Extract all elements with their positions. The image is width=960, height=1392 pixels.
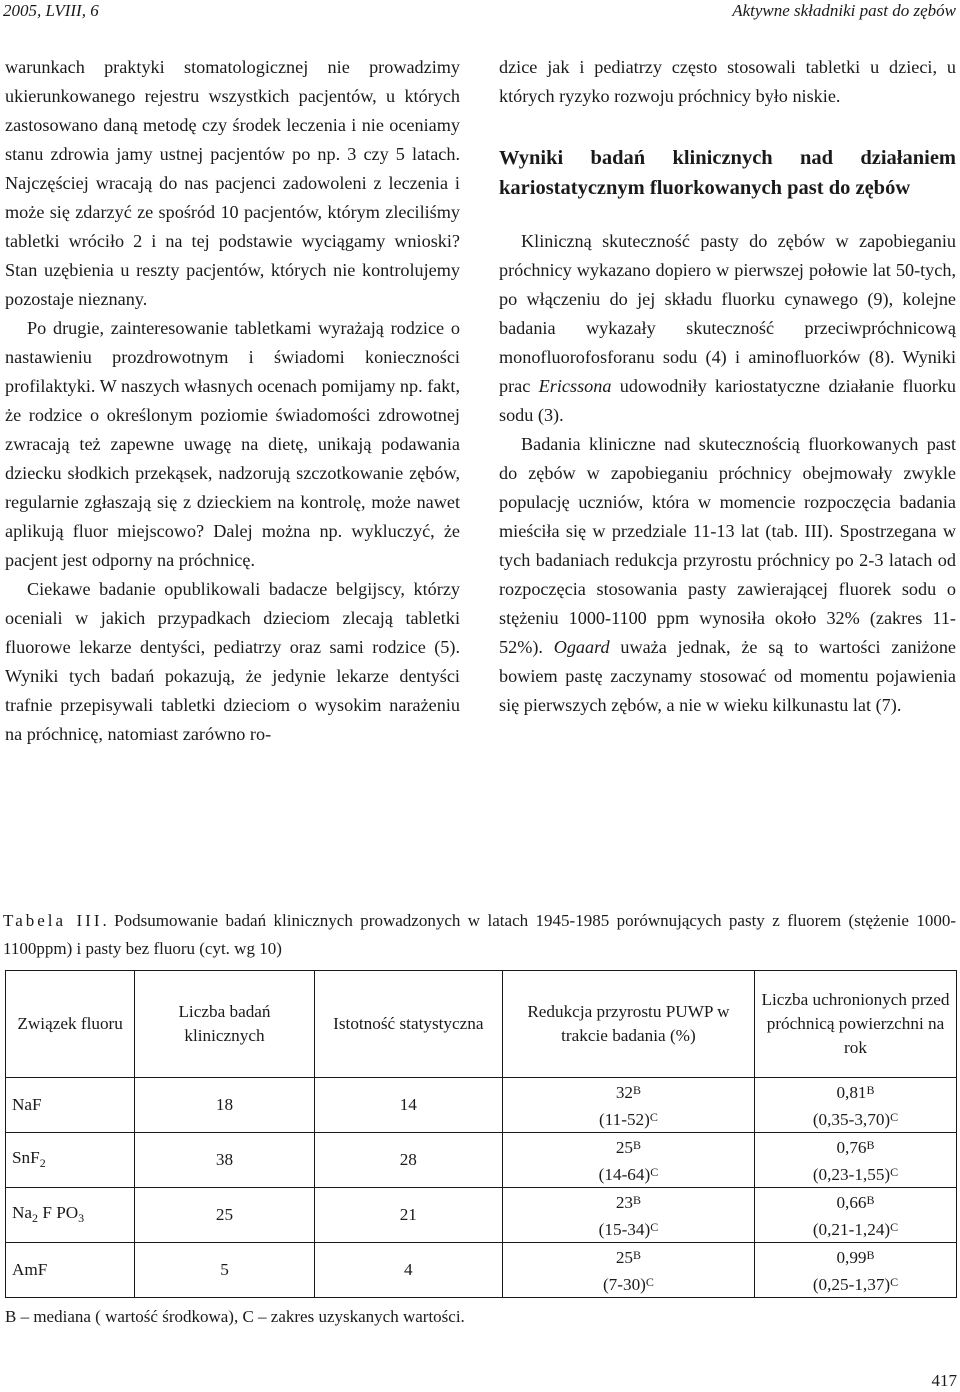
significance-cell: 28 [314,1133,502,1188]
section-heading: Wyniki badań klinicznych nad działaniem kariostatycznym fluorkowanych past do zębów [499,147,956,199]
column-header: Redukcja przyrostu PUWP w trakcie badania (%) [502,971,754,1078]
column-header: Liczba uchronionych przed próchnicą powierzchni na rok [754,971,956,1078]
table-footnote: B – mediana ( wartość środkowa), C – zakres uzyskanych wartości. [5,1307,465,1326]
reduction-cell: $25^B$ $(7-30)^C$ [502,1243,754,1298]
table-caption-text: . Podsumowanie badań klinicznych prowadzonych w latach 1945-1985 porównujących pasty z fluorem (stężenie 1000-1100ppm) i pasty bez fluoru (cyt. wg 10) [3,911,956,958]
paragraph: Po drugie, zainteresowanie tabletkami wyrażają rodzice o nastawieniu prozdrowotnym i świadomi konieczności profilaktyki. W naszych własnych ocenach pomijamy np. fakt, że rodzice o określonym poziomie świadomości zdrowotnej zwracają też zapewne uwagę na dietę, unikają podawania dziecku słodkich przekąsek, nadzorują szczotkowanie zębów, regularnie zgłaszają się z dzieckiem na kontrolę, może nawet aplikują fluor miejscowo? Dalej można np. wykluczyć, że pacjent jest odporny na próchnicę. [5,318,460,570]
surfaces-cell: $0,99^B$ $(0,25-1,37)^C$ [754,1243,956,1298]
data-table [5,970,957,1298]
compound-cell: AmF [6,1243,135,1298]
paragraph: dzice jak i pediatrzy często stosowali tabletki u dzieci, u których ryzyko rozwoju próchnicy było niskie. [499,57,956,106]
column-header: Związek fluoru [6,971,135,1078]
text: udowodniły kariostatyczne działanie fluorku sodu (3). [499,376,957,425]
running-header [0,0,960,24]
table-row [6,1078,957,1133]
studies-cell: 18 [135,1078,314,1133]
paragraph [499,227,956,430]
compound-cell: $Na_2$ F $PO_3$ [6,1188,135,1243]
compound-cell: SnF$_2$ [6,1133,135,1188]
journal-issue: 2005, LVIII, 6 [3,1,99,20]
author-name: Ogaard [553,637,610,657]
text: Badania kliniczne nad skutecznością fluorkowanych past do zębów w zapobieganiu próchnicy obejmowały zwykle populację uczniów, która w momencie rozpoczęcia badania mieściła się w przedziale 11-13 lat (tab. III). Spostrzegana w tych badaniach redukcja przyrostu próchnicy po 2-3 latach od rozpoczęcia stosowania pasty zawierającej fluorek sodu o stężeniu 1000-1100 ppm wynosiła około 32% (zakres 11-52%). [499,434,956,657]
paragraph [499,430,956,720]
text: uważa jednak, że są to wartości zaniżone bowiem pastę zaczynamy stosować od momentu pojawienia się pierwszych zębów, a nie w wieku kilkunastu lat (7). [499,637,956,715]
page-number: 417 [931,1371,957,1390]
table-row [6,1243,957,1298]
surfaces-cell: $0,66^B$ $(0,21-1,24)^C$ [754,1188,956,1243]
table-label: Tabela III [3,911,103,930]
text: Kliniczną skuteczność pasty do zębów w zapobieganiu próchnicy wykazano dopiero w pierwszej połowie lat 50-tych, po włączeniu do jej składu fluorku cynawego (9), kolejne badania wykazały skuteczność przeciwpróchnicową monofluorofosforanu sodu (4) i aminofluorków (8). Wyniki prac [499,231,956,396]
significance-cell: 4 [314,1243,502,1298]
table-row [6,1188,957,1243]
compound-cell: NaF [6,1078,135,1133]
paragraph: Ciekawe badanie opublikowali badacze belgijscy, którzy oceniali w jakich przypadkach dzieciom zlecają tabletki fluorowe lekarze dentyści, pediatrzy oraz sami rodzice (5). Wyniki tych badań pokazują, że jedynie lekarze dentyści trafnie przepisywali tabletki dzieciom o wysokim narażeniu na próchnicę, natomiast zarówno ro- [5,579,460,744]
significance-cell: 14 [314,1078,502,1133]
section-title: Aktywne składniki past do zębów [732,1,956,20]
reduction-cell: $23^B$ $(15-34)^C$ [502,1188,754,1243]
left-column [5,53,460,749]
table-caption [3,907,956,963]
column-header: Liczba badań klinicznych [135,971,314,1078]
reduction-cell: $32^B$ $(11-52)^C$ [502,1078,754,1133]
studies-cell: 25 [135,1188,314,1243]
surfaces-cell: $0,76^B$ $(0,23-1,55)^C$ [754,1133,956,1188]
right-column [499,53,956,720]
paragraph: warunkach praktyki stomatologicznej nie prowadzimy ukierunkowanego rejestru wszystkich pacjentów, u których zastosowano daną metodę czy środek leczenia i nie oceniamy stanu zdrowia jamy ustnej pacjentów po np. 3 czy 5 latach. Najczęściej wracają do nas pacjenci zadowoleni z leczenia i może się zdarzyć ze spośród 10 pacjentów, którym zleciliśmy tabletki wróciło 2 i na tej podstawie wyciągamy wnioski? Stan uzębienia u reszty pacjentów, których nie kontrolujemy pozostaje nieznany. [5,57,460,309]
studies-cell: 38 [135,1133,314,1188]
surfaces-cell: $0,81^B$ $(0,35-3,70)^C$ [754,1078,956,1133]
reduction-cell: $25^B$ $(14-64)^C$ [502,1133,754,1188]
author-name: Ericssona [538,376,612,396]
table-row [6,1133,957,1188]
column-header: Istotność statystyczna [314,971,502,1078]
table-header-row [6,971,957,1078]
significance-cell: 21 [314,1188,502,1243]
studies-cell: 5 [135,1243,314,1298]
